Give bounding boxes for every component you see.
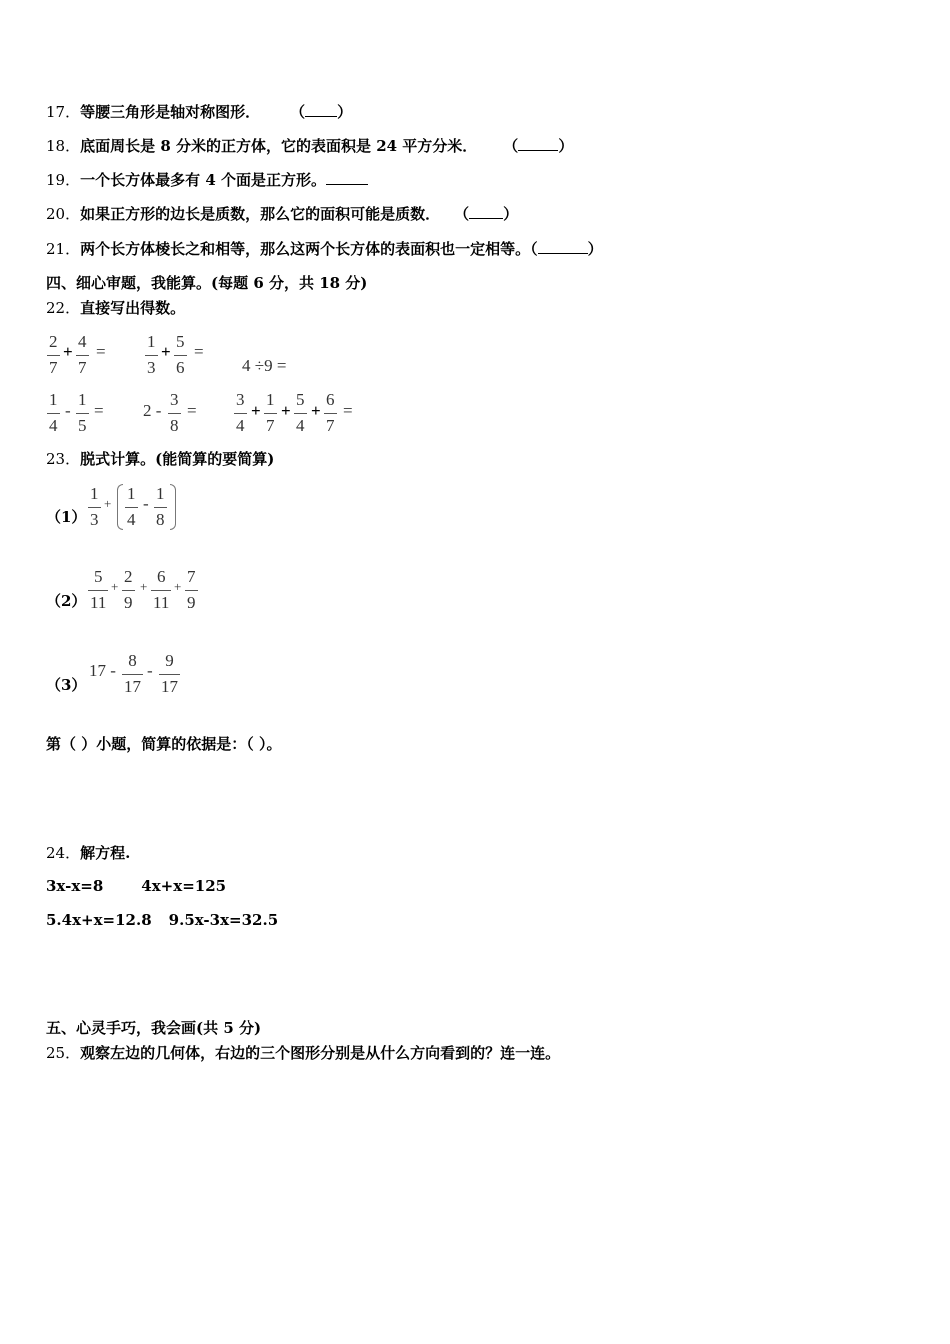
plus-sign: + [140, 579, 148, 594]
fraction: 5 6 [176, 332, 185, 377]
fraction: 5 11 [90, 567, 107, 612]
equation-row [46, 876, 226, 896]
item-label: （3） [46, 676, 87, 694]
minus-sign: - [143, 494, 149, 513]
simplification-basis: 第（ ）小题，简算的依据是：（ ）。 [46, 735, 282, 753]
fraction: 1 4 [49, 390, 58, 435]
whole-number: 17 - [89, 661, 116, 680]
plus-sign: + [111, 579, 119, 594]
question-18: 18．底面周长是 8 分米的正方体，它的表面积是 24 平方分米． （ ） [46, 137, 574, 155]
fraction: 1 7 [266, 390, 275, 435]
fraction: 4 7 [78, 332, 87, 377]
equation-row [46, 910, 278, 930]
plus-sign: + [281, 401, 291, 420]
question-20: 20．如果正方形的边长是质数，那么它的面积可能是质数． （ ） [46, 205, 519, 223]
fraction: 7 9 [187, 567, 196, 612]
fraction: 1 4 [127, 484, 136, 529]
plus-sign: + [311, 401, 321, 420]
equation: 3x-x=8 [46, 877, 104, 895]
left-parenthesis [117, 484, 123, 530]
question-24: 24．解方程. [46, 844, 131, 862]
fraction: 6 11 [153, 567, 170, 612]
question-17: 17．等腰三角形是轴对称图形． （ ） [46, 103, 353, 121]
fraction: 2 9 [124, 567, 133, 612]
plus-sign: + [104, 496, 112, 511]
equals-sign: = [96, 342, 106, 361]
answer-blank[interactable] [326, 172, 368, 185]
minus-sign: - [147, 661, 153, 680]
fraction: 1 3 [147, 332, 156, 377]
answer-blank[interactable] [538, 241, 588, 254]
whole-number: 2 - [143, 401, 162, 420]
plus-sign: + [251, 401, 261, 420]
fraction: 2 7 [49, 332, 58, 377]
minus-sign: - [65, 401, 71, 420]
fraction: 1 3 [90, 484, 99, 529]
question-25: 25．观察左边的几何体，右边的三个图形分别是从什么方向看到的？连一连。 [46, 1044, 561, 1062]
answer-blank[interactable] [469, 206, 503, 219]
plus-sign: + [63, 342, 73, 361]
fraction: 1 8 [156, 484, 165, 529]
fraction: 3 8 [170, 390, 179, 435]
equation: 4x+x=125 [141, 877, 227, 895]
division-expression: 4 ÷9 = [242, 356, 287, 375]
question-21: 21．两个长方体棱长之和相等，那么这两个长方体的表面积也一定相等。（ ） [46, 240, 603, 258]
answer-blank[interactable] [305, 104, 337, 117]
equals-sign: = [187, 401, 197, 420]
fraction: 9 17 [161, 651, 178, 696]
fraction: 8 17 [124, 651, 141, 696]
equals-sign: = [194, 342, 204, 361]
right-parenthesis [170, 484, 176, 530]
question-19: 19．一个长方体最多有 4 个面是正方形。 [46, 170, 368, 190]
fraction: 6 7 [326, 390, 335, 435]
item-label: （2） [46, 592, 87, 610]
fraction: 3 4 [236, 390, 245, 435]
item-label: （1） [46, 508, 87, 526]
equation: 5.4x+x=12.8 [46, 911, 152, 929]
question-22: 22．直接写出得数。 [46, 299, 186, 317]
plus-sign: + [161, 342, 171, 361]
answer-blank[interactable] [518, 138, 558, 151]
equation: 9.5x-3x=32.5 [168, 911, 279, 929]
fraction: 5 4 [296, 390, 305, 435]
question-23: 23．脱式计算。(能简算的要简算) [46, 450, 275, 468]
equals-sign: = [94, 401, 104, 420]
section-4-title: 四、细心审题，我能算。(每题 6 分，共 18 分) [46, 274, 368, 292]
fraction: 1 5 [78, 390, 87, 435]
plus-sign: + [174, 579, 182, 594]
section-5-title: 五、心灵手巧，我会画(共 5 分) [46, 1019, 262, 1037]
equals-sign: = [343, 401, 353, 420]
